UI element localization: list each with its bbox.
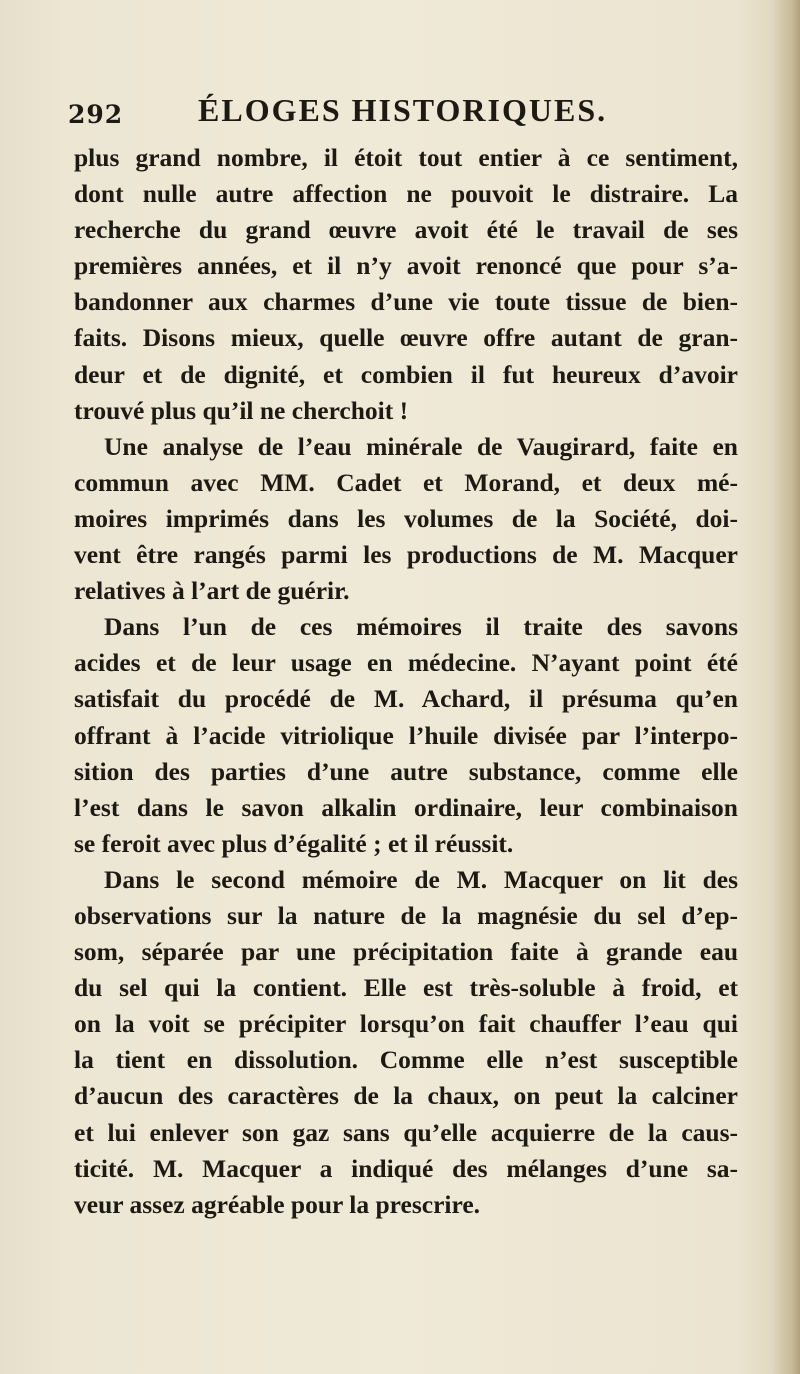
text-line: veur assez agréable pour la prescrire.: [74, 1189, 481, 1219]
running-title: ÉLOGES HISTORIQUES.: [198, 92, 608, 128]
page-number: 292: [68, 100, 124, 129]
text-line: du sel qui la contient. Elle est très-soluble à froid, et: [74, 973, 738, 1003]
paragraph-start-line: Dans l’un de ces mémoires il traite des savons: [104, 612, 738, 642]
text-line: offrant à l’acide vitriolique l’huile divisée par l’interpo-: [74, 720, 738, 750]
text-line: d’aucun des caractères de la chaux, on peut la calciner: [74, 1081, 738, 1111]
text-line: deur et de dignité, et combien il fut heureux d’avoir: [74, 359, 738, 389]
text-line: se feroit avec plus d’égalité ; et il réussit.: [74, 828, 514, 858]
text-line: commun avec MM. Cadet et Morand, et deux mé-: [74, 467, 738, 497]
page-edge-shadow: [772, 0, 800, 1374]
text-line: plus grand nombre, il étoit tout entier à ce sentiment,: [74, 143, 738, 172]
text-line: recherche du grand œuvre avoit été le travail de ses: [74, 215, 738, 245]
text-line: et lui enlever son gaz sans qu’elle acquierre de la caus-: [74, 1117, 738, 1147]
text-line: premières années, et il n’y avoit renoncé que pour s’a-: [74, 251, 738, 281]
text-line: acides et de leur usage en médecine. N’ayant point été: [74, 648, 738, 678]
body-text: [74, 140, 738, 1223]
text-line: observations sur la nature de la magnésie du sel d’ep-: [74, 900, 738, 930]
text-line: l’est dans le savon alkalin ordinaire, leur combinaison: [74, 792, 738, 822]
text-line: som, séparée par une précipitation faite à grande eau: [74, 937, 738, 967]
text-line: relatives à l’art de guérir.: [74, 576, 350, 606]
page-header: [68, 92, 708, 136]
text-line: sition des parties d’une autre substance, comme elle: [74, 756, 738, 786]
text-line: trouvé plus qu’il ne cherchoit !: [74, 395, 409, 425]
text-line: on la voit se précipiter lorsqu’on fait chauffer l’eau qui: [74, 1009, 738, 1039]
text-line: faits. Disons mieux, quelle œuvre offre autant de gran-: [74, 323, 738, 353]
text-line: bandonner aux charmes d’une vie toute tissue de bien-: [74, 287, 738, 317]
text-line: la tient en dissolution. Comme elle n’est susceptible: [74, 1045, 738, 1075]
text-line: ticité. M. Macquer a indiqué des mélanges d’une sa-: [74, 1153, 738, 1183]
text-line: moires imprimés dans les volumes de la Société, doi-: [74, 503, 738, 533]
text-line: satisfait du procédé de M. Achard, il présuma qu’en: [74, 684, 738, 714]
text-line: vent être rangés parmi les productions de M. Macquer: [74, 540, 738, 570]
text-line: dont nulle autre affection ne pouvoit le distraire. La: [74, 179, 738, 209]
paragraph-start-line: Dans le second mémoire de M. Macquer on lit des: [104, 864, 738, 894]
paragraph-start-line: Une analyse de l’eau minérale de Vaugirard, faite en: [104, 431, 738, 461]
